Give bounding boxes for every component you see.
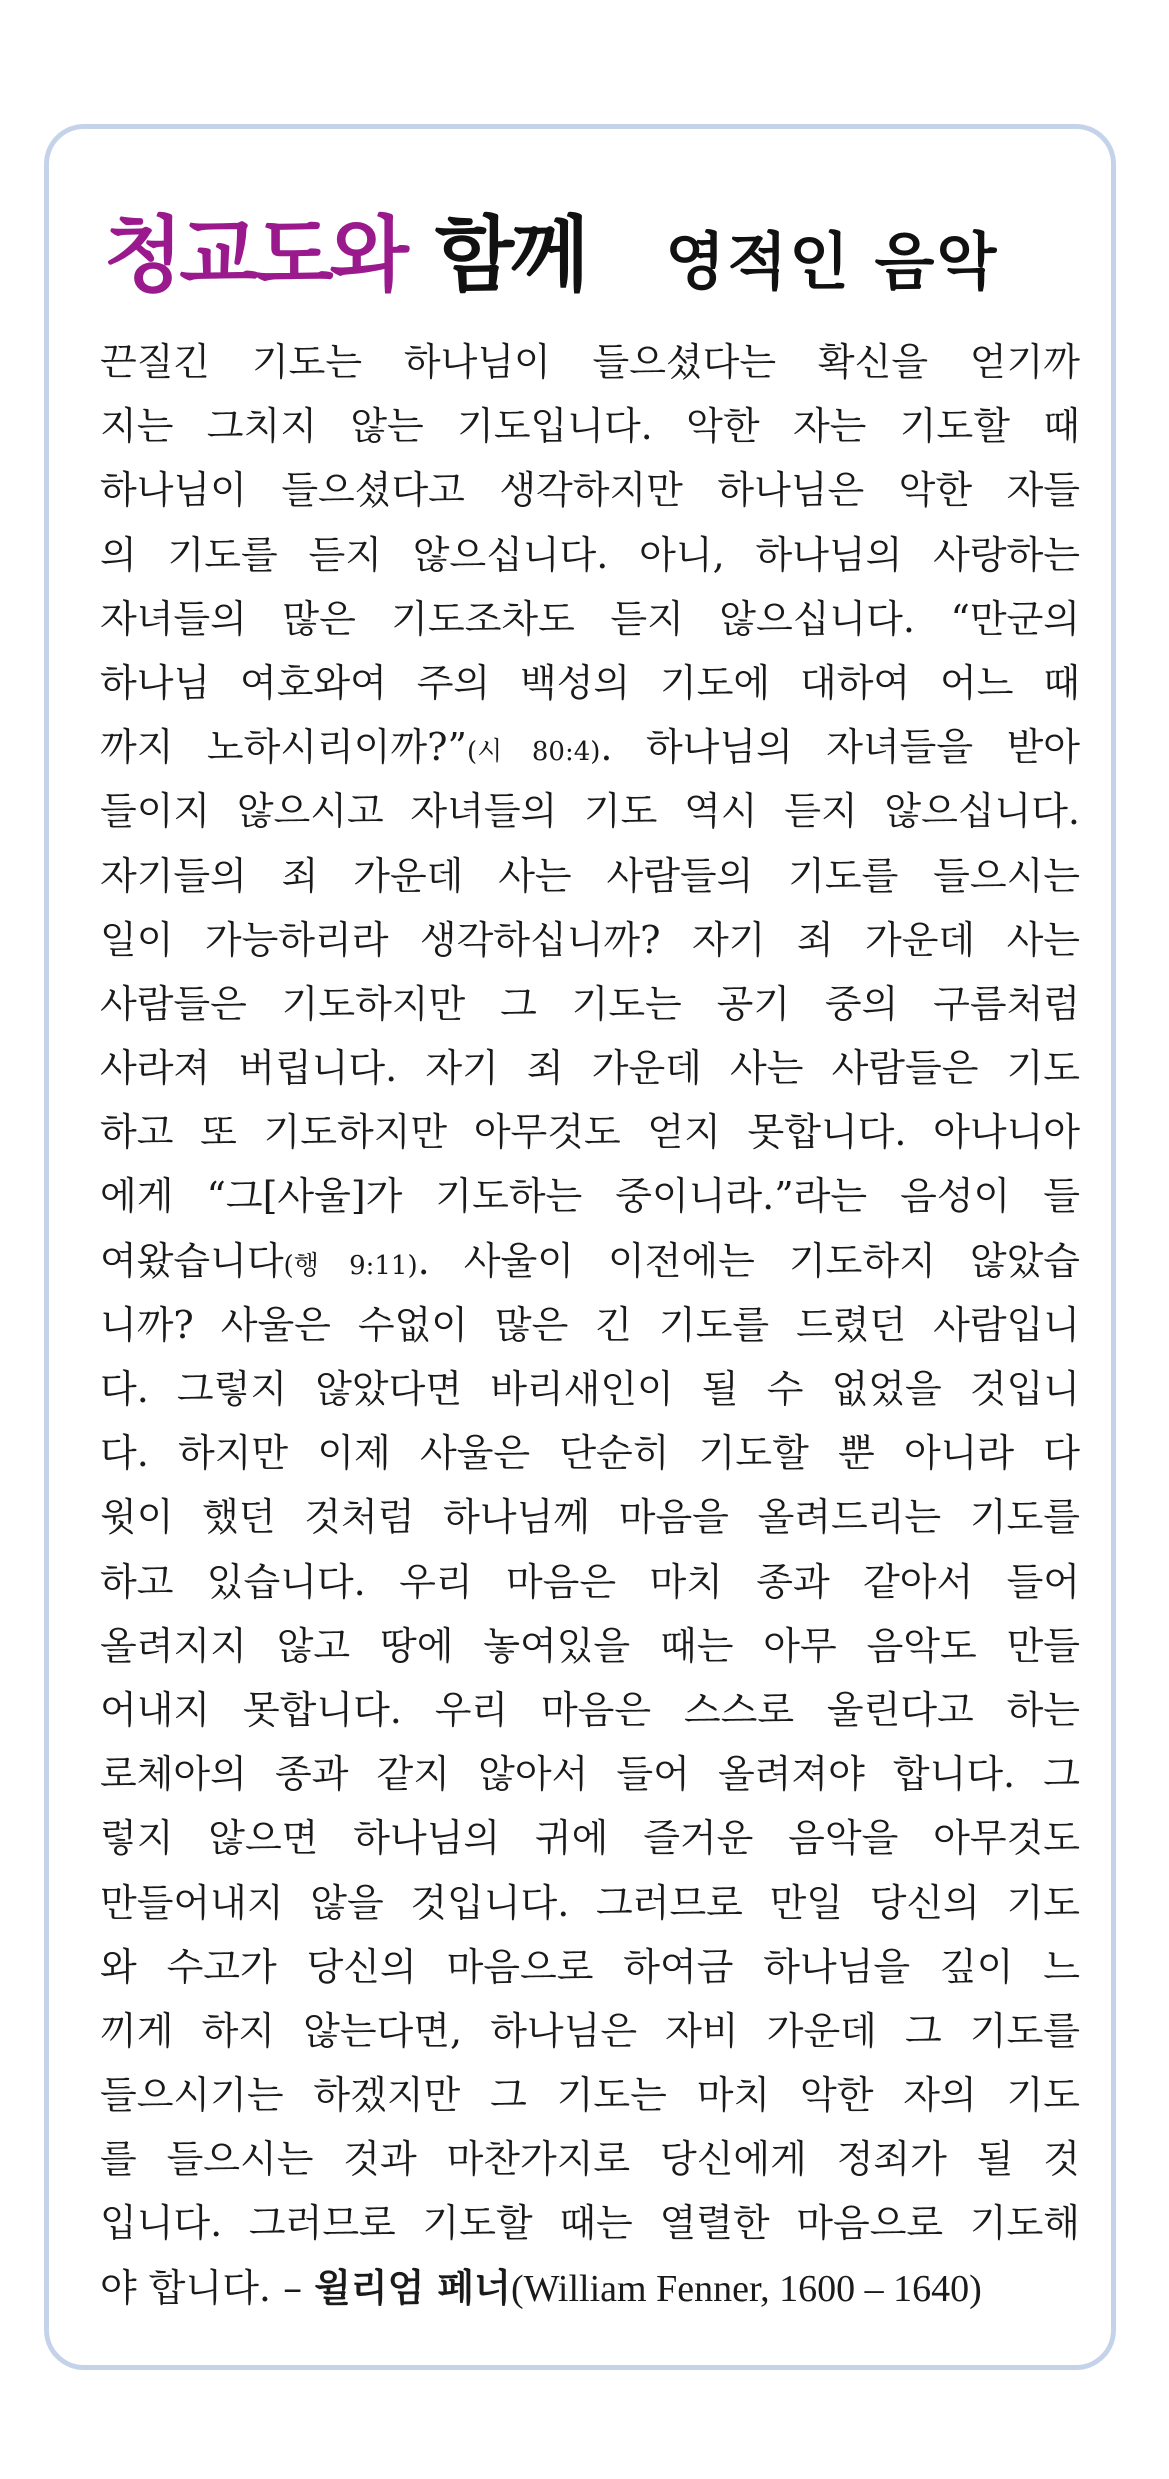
text-segment: 지는 그치지 않는 기도입니다. 악한 자는 기도할 때 [100, 404, 1080, 449]
text-segment: 하나님이 들으셨다고 생각하지만 하나님은 악한 자들 [100, 468, 1080, 513]
text-segment: 니까? 사울은 수없이 많은 긴 기도를 드렸던 사람입니 [100, 1302, 1081, 1347]
text-segment: 다. 그렇지 않았다면 바리새인이 될 수 없었을 것입니 [100, 1367, 1080, 1411]
text-segment: 하고 또 기도하지만 아무것도 얻지 못합니다. 아나니아 [100, 1110, 1080, 1155]
text-segment: 를 들으시는 것과 마찬가지로 당신에게 정죄가 될 것 [100, 2137, 1080, 2182]
text-segment: 자기들의 죄 가운데 사는 사람들의 기도를 들으시는 [100, 853, 1080, 898]
text-line [100, 779, 1080, 843]
text-segment: . 하나님의 자녀들을 받아 [600, 725, 1080, 770]
text-line [100, 1999, 1080, 2063]
scripture-reference: (행 9:11) [283, 1250, 418, 1281]
text-line [100, 330, 1080, 394]
text-segment: 하나님 여호와여 주의 백성의 기도에 대하여 어느 때 [100, 660, 1080, 705]
text-line [100, 523, 1080, 587]
text-line [100, 458, 1080, 522]
text-line [100, 1678, 1080, 1742]
text-segment: 야 합니다. – [100, 2265, 315, 2310]
text-line [100, 844, 1080, 908]
text-line [100, 1485, 1080, 1549]
text-line [100, 1806, 1080, 1870]
author-name: 윌리엄 페너 [314, 2265, 511, 2310]
text-segment: 사라져 버립니다. 자기 죄 가운데 사는 사람들은 기도 [100, 1046, 1080, 1091]
text-segment: 일이 가능하리라 생각하십니까? 자기 죄 가운데 사는 [100, 917, 1080, 962]
text-segment: 윗이 했던 것처럼 하나님께 마음을 올려드리는 기도를 [100, 1495, 1080, 1540]
text-segment: 사람들은 기도하지만 그 기도는 공기 중의 구름처럼 [100, 981, 1080, 1026]
article-body [100, 330, 1080, 2320]
page-title [104, 190, 1064, 303]
text-line [100, 2191, 1080, 2255]
text-segment: 어내지 못합니다. 우리 마음은 스스로 울린다고 하는 [100, 1687, 1080, 1732]
text-line [100, 394, 1080, 458]
text-line [100, 587, 1080, 651]
text-line [100, 1614, 1080, 1678]
text-segment: 와 수고가 당신의 마음으로 하여금 하나님을 깊이 느 [100, 1944, 1080, 1989]
text-segment: 끈질긴 기도는 하나님이 들으셨다는 확신을 얻기까 [100, 340, 1081, 384]
text-segment: 끼게 하지 않는다면, 하나님은 자비 가운데 그 기도를 [100, 2008, 1080, 2053]
text-segment: 올려지지 않고 땅에 놓여있을 때는 아무 음악도 만들 [100, 1623, 1080, 1668]
text-line [100, 1935, 1080, 1999]
text-line [100, 1036, 1080, 1100]
text-segment: 입니다. 그러므로 기도할 때는 열렬한 마음으로 기도해 [100, 2201, 1080, 2246]
text-segment: 의 기도를 듣지 않으십니다. 아니, 하나님의 사랑하는 [100, 532, 1080, 577]
title-with: 함께 [434, 208, 586, 303]
text-segment: 다. 하지만 이제 사울은 단순히 기도할 뿐 아니라 다 [100, 1431, 1080, 1476]
text-line [100, 1742, 1080, 1806]
text-line [100, 1164, 1080, 1228]
title-brand: 청교도와 [104, 208, 405, 303]
text-line [100, 1421, 1080, 1485]
text-line [100, 2127, 1080, 2191]
text-segment: 에게 “그[사울]가 기도하는 중이니라.”라는 음성이 들 [100, 1174, 1080, 1219]
author-name-english: (William Fenner, 1600 – 1640) [510, 2267, 982, 2310]
text-line [100, 1357, 1080, 1421]
text-segment: 들이지 않으시고 자녀들의 기도 역시 듣지 않으십니다. [100, 789, 1080, 834]
text-segment: . 사울이 이전에는 기도하지 않았습 [417, 1238, 1080, 1283]
text-line [100, 1229, 1080, 1293]
text-segment: 만들어내지 않을 것입니다. 그러므로 만일 당신의 기도 [100, 1880, 1080, 1925]
text-line [100, 651, 1080, 715]
text-line [100, 1550, 1080, 1614]
text-line [100, 908, 1080, 972]
text-segment: 자녀들의 많은 기도조차도 듣지 않으십니다. “만군의 [100, 596, 1080, 641]
text-segment: 렇지 않으면 하나님의 귀에 즐거운 음악을 아무것도 [100, 1816, 1080, 1861]
text-segment: 하고 있습니다. 우리 마음은 마치 종과 같아서 들어 [100, 1559, 1080, 1604]
text-line [100, 1293, 1080, 1357]
text-segment: 로체아의 종과 같지 않아서 들어 올려져야 합니다. 그 [100, 1752, 1080, 1797]
text-line [100, 715, 1080, 779]
text-line [100, 1871, 1080, 1935]
scripture-reference: (시 80:4) [466, 737, 601, 768]
text-line [100, 2063, 1080, 2127]
text-line [100, 972, 1080, 1036]
text-segment: 들으시기는 하겠지만 그 기도는 마치 악한 자의 기도 [100, 2073, 1080, 2118]
text-line [100, 1100, 1080, 1164]
text-line [100, 2256, 1080, 2320]
title-subtitle: 영적인 음악 [665, 225, 999, 298]
text-segment: 까지 노하시리이까?” [100, 725, 467, 770]
text-segment: 여왔습니다 [100, 1238, 284, 1283]
